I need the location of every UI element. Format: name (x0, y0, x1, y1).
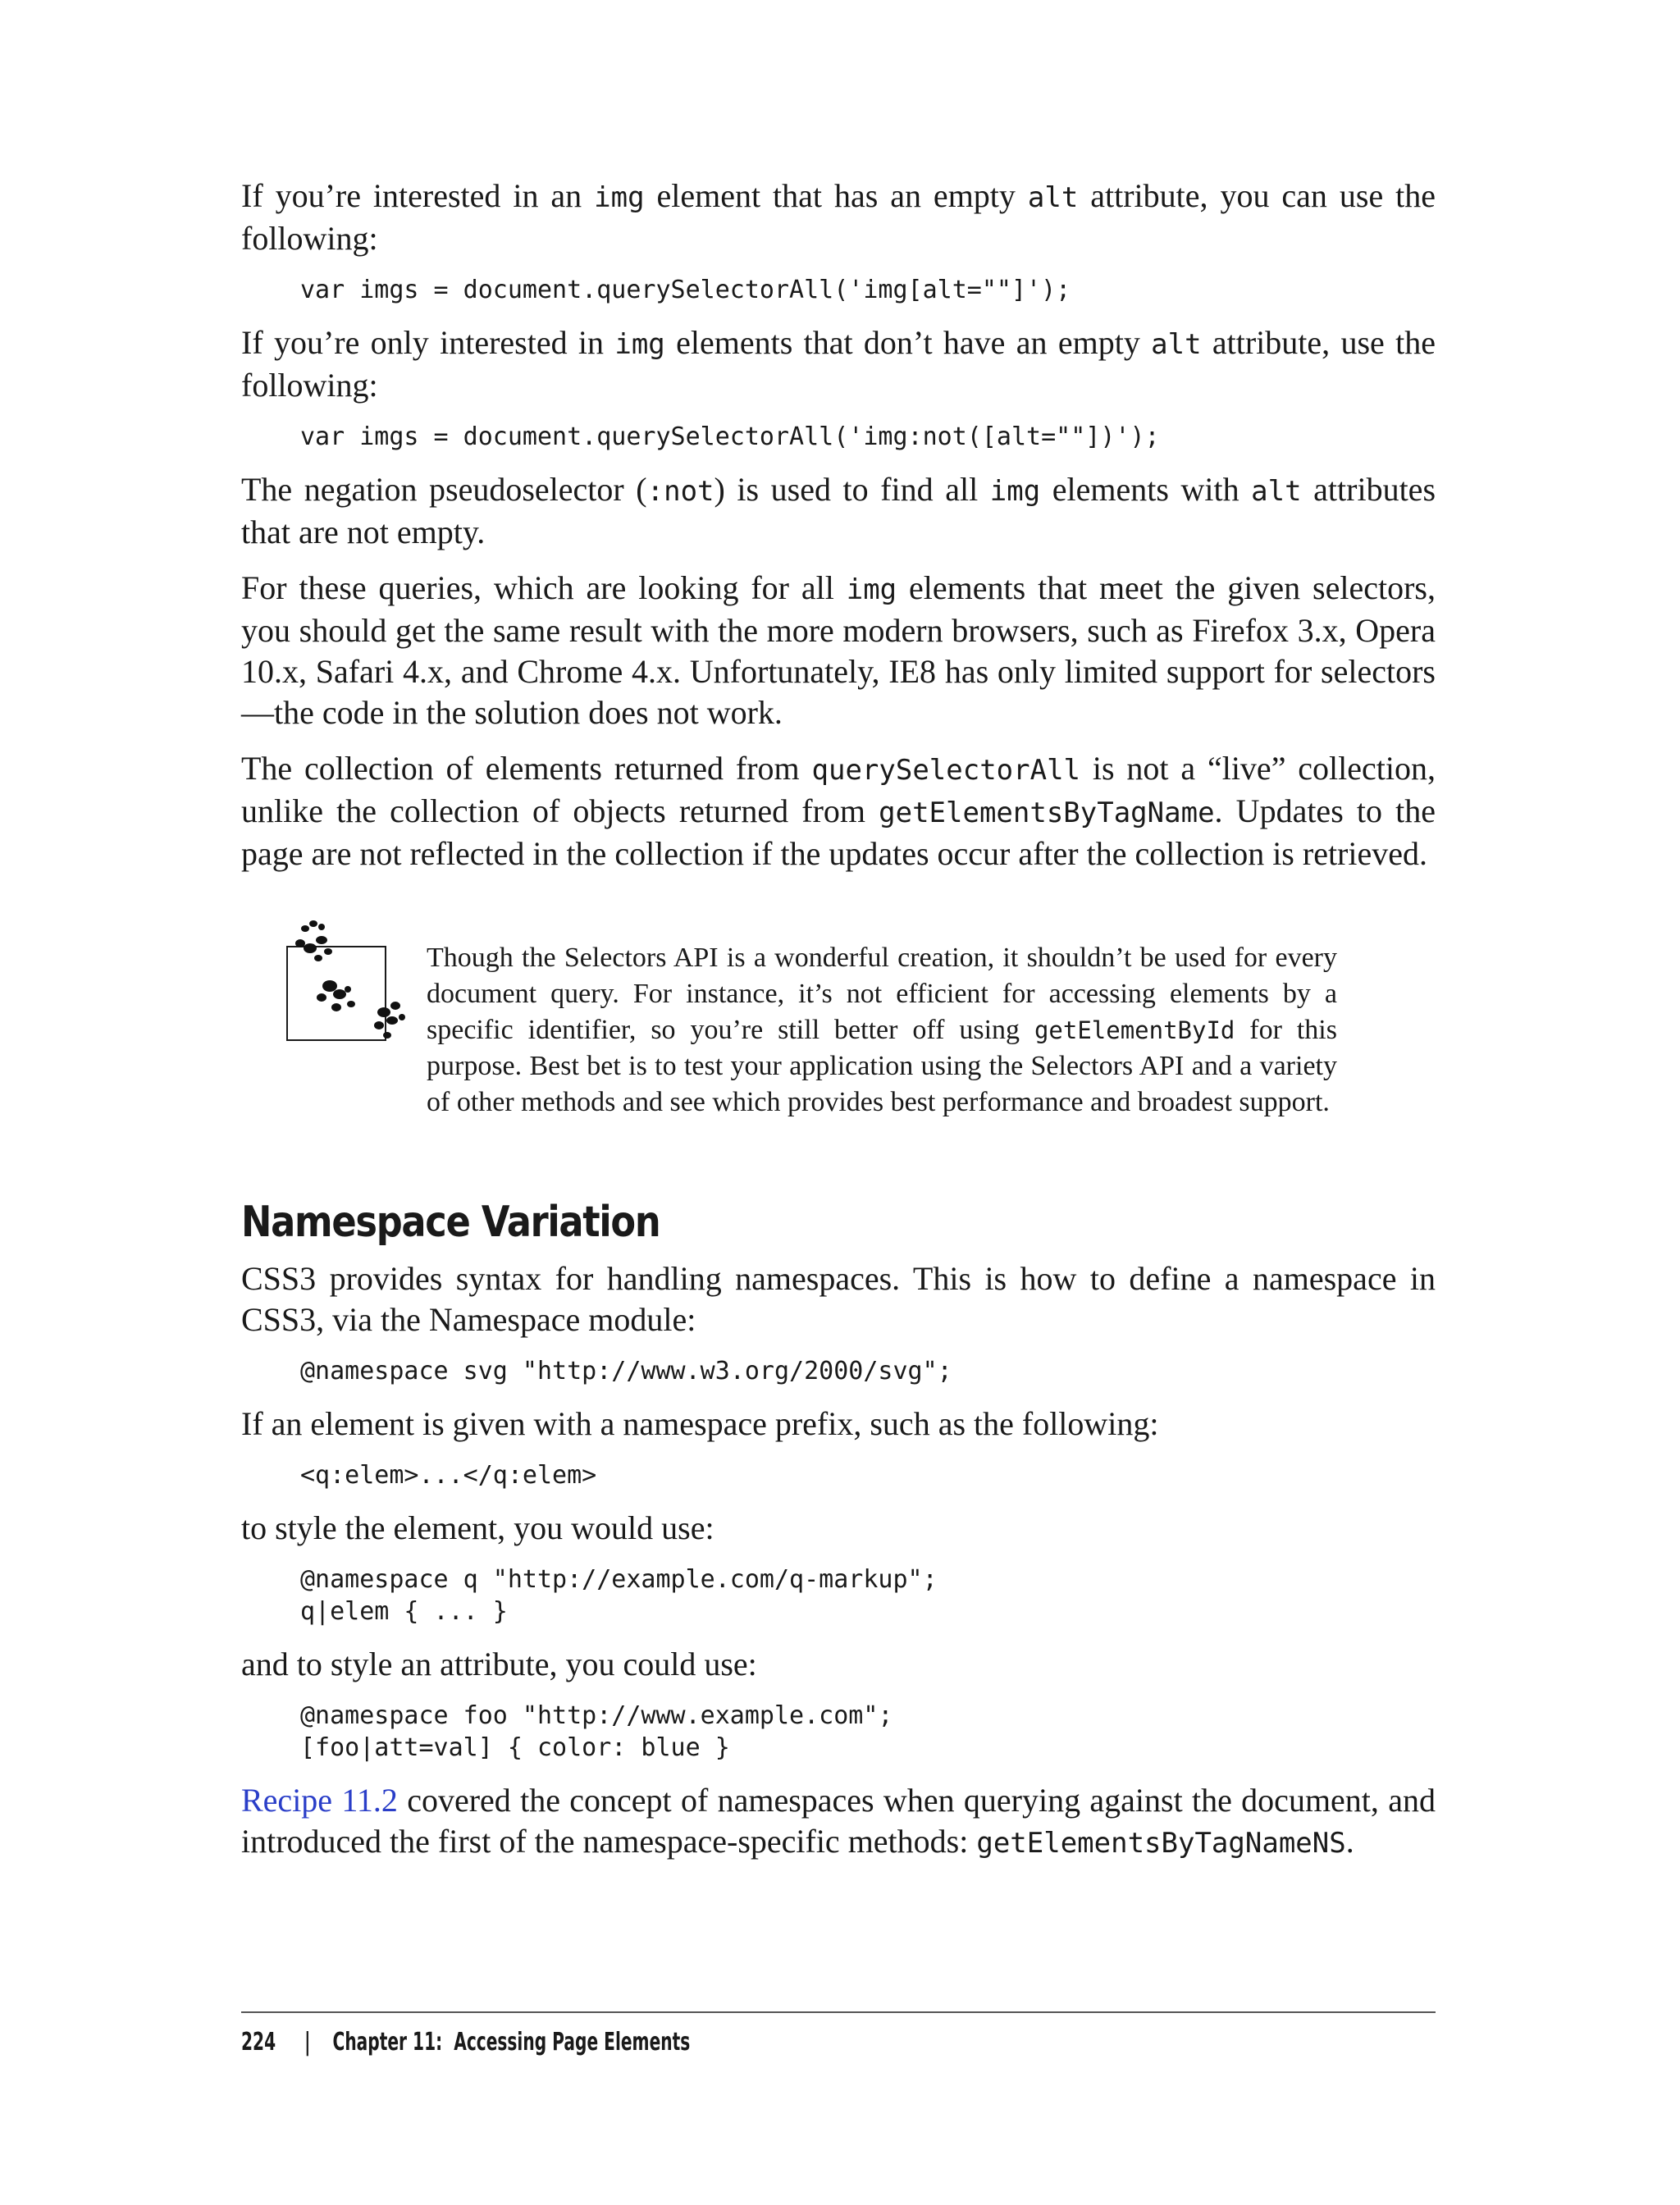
inline-code: alt (1251, 475, 1302, 508)
code-block-not-selector: var imgs = document.querySelectorAll('img:not([alt=""])'); (300, 422, 1160, 451)
inline-code: img (846, 573, 897, 606)
code-block-namespace-svg: @namespace svg "http://www.w3.org/2000/svg"; (300, 1357, 952, 1386)
recipe-link[interactable]: Recipe 11.2 (241, 1782, 398, 1819)
paragraph-browsers: For these queries, which are looking for all img elements that meet the given selectors, you should get the same result with the more modern browsers, such as Firefox 3.x, Opera 10.x, Safari 4.x, and Chrome 4.x. Unfortunately, IE8 has only limited support for selectors—the code in the solution does not work. (241, 569, 1436, 731)
paragraph-nonempty-alt: If you’re only interested in img elements that don’t have an empty alt attribute, use the following: (241, 324, 1436, 404)
paragraph-negation: The negation pseudoselector (:not) is used to find all img elements with alt attributes that are not empty. (241, 471, 1436, 550)
tip-text: Though the Selectors API is a wonderful creation, it shouldn’t be used for every document query. For instance, it’s not efficient for accessing elements by a specific identifier, so you’re still better off using getElementById for this purpose. Best bet is to test your application using the Selectors API and a variety of other methods and see which provides best performance and broadest support. (427, 943, 1337, 1117)
section-heading: Namespace Variation (241, 1198, 660, 1247)
inline-code: img (614, 328, 665, 361)
code-block-style-attribute: @namespace foo "http://www.example.com"; [foo|att=val] { color: blue } (300, 1701, 893, 1762)
inline-code: getElementsByTagNameNS (976, 1827, 1346, 1860)
inline-code: img (594, 181, 645, 214)
paragraph-style-attribute: and to style an attribute, you could use: (241, 1646, 757, 1682)
inline-code: getElementById (1034, 1016, 1235, 1044)
inline-code: :not (646, 475, 714, 508)
code-block-style-element: @namespace q "http://example.com/q-markup"; q|elem { ... } (300, 1565, 938, 1626)
paragraph-css3-namespace: CSS3 provides syntax for handling namespaces. This is how to define a namespace in CSS3, via the Namespace module: (241, 1260, 1436, 1338)
tip-note (241, 915, 1436, 1162)
code-block-qelem: <q:elem>...</q:elem> (300, 1461, 597, 1490)
chapter-title: Chapter 11: Accessing Page Elements (332, 2028, 691, 2057)
page-number: 224 (241, 2028, 276, 2057)
page-footer (241, 2011, 1436, 2057)
page-content (241, 176, 1436, 1879)
paragraph-recipe-reference: Recipe 11.2 covered the concept of namespaces when querying against the document, and introduced the first of the namespace-specific methods: getElementsByTagNameNS. (241, 1782, 1436, 1860)
paragraph-prefix: If an element is given with a namespace prefix, such as the following: (241, 1405, 1159, 1442)
code-block-empty-alt: var imgs = document.querySelectorAll('img[alt=""]'); (300, 276, 1071, 304)
inline-code: getElementsByTagName (879, 797, 1215, 829)
inline-code: alt (1027, 181, 1079, 214)
paw-prints-tip-icon (282, 915, 413, 1047)
paragraph-live-collection: The collection of elements returned from querySelectorAll is not a “live” collection, unlike the collection of objects returned from getElementsByTagName. Updates to the page are not reflected in the collection if the updates occur after the collection is retrieved. (241, 750, 1436, 872)
inline-code: querySelectorAll (811, 754, 1081, 787)
inline-code: alt (1151, 328, 1202, 361)
inline-code: img (989, 475, 1041, 508)
footer-separator: | (304, 2028, 311, 2057)
paragraph-style-element: to style the element, you would use: (241, 1509, 714, 1546)
paragraph-empty-alt: If you’re interested in an img element that has an empty alt attribute, you can use the following: (241, 177, 1436, 257)
